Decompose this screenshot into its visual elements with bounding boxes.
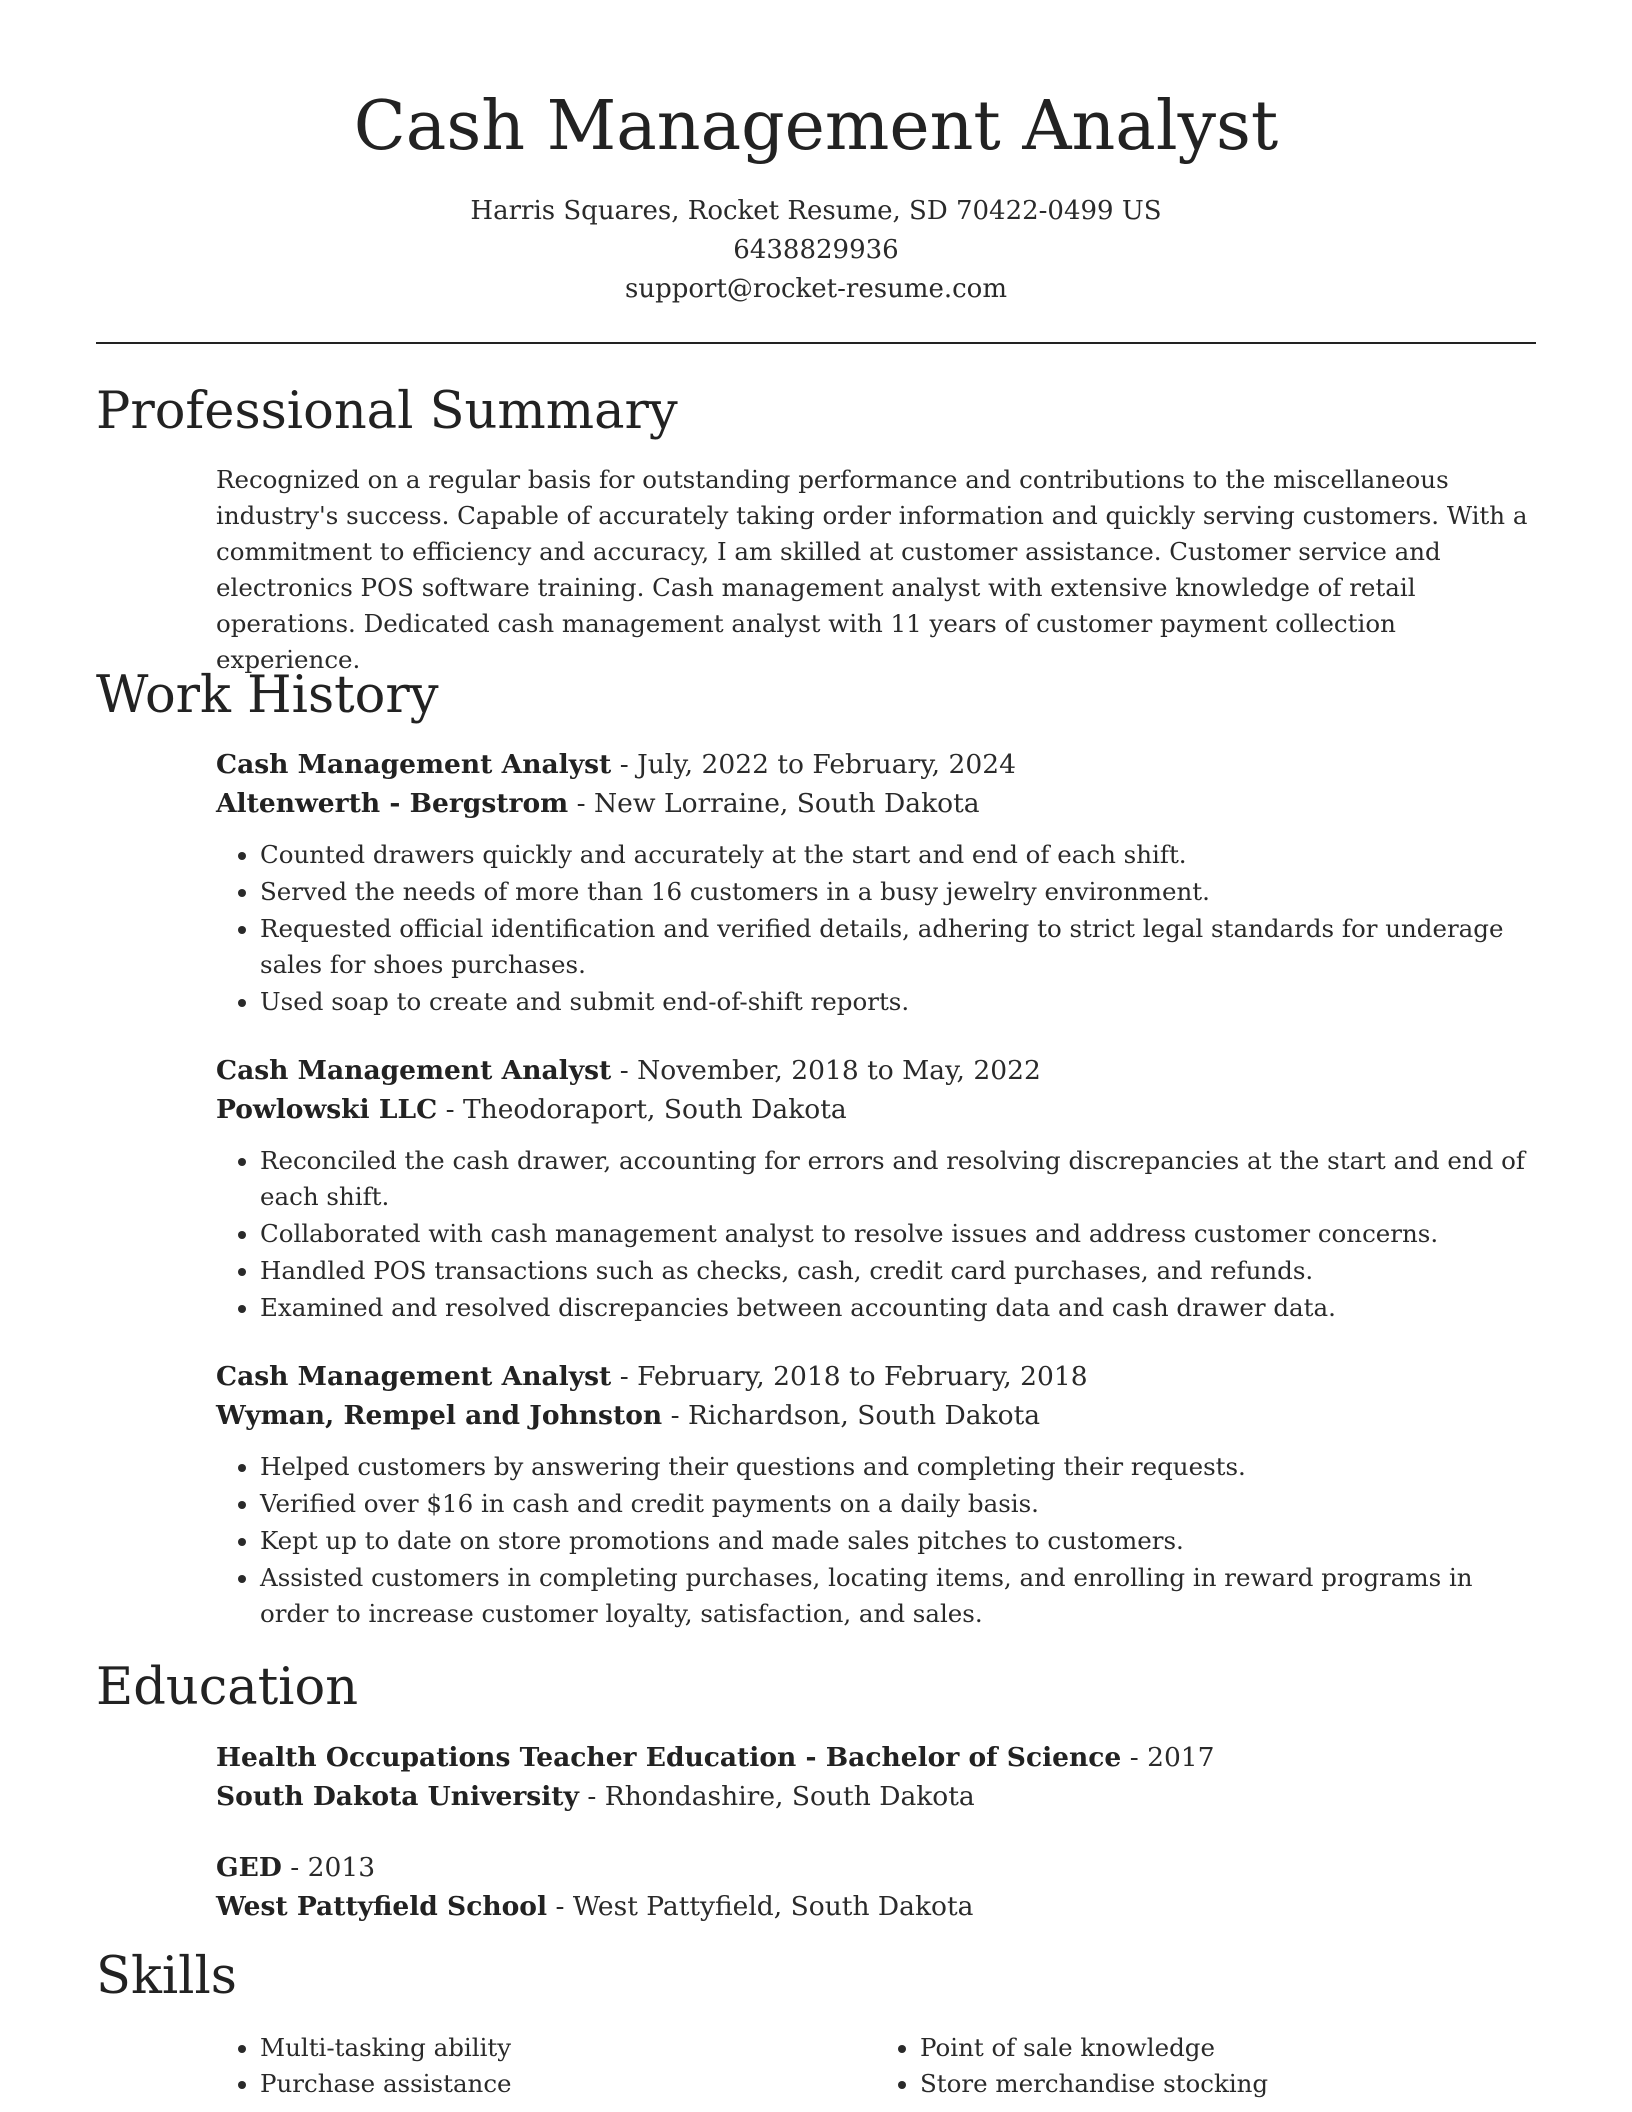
skills-heading: Skills bbox=[96, 1947, 237, 2006]
job-dates: - February, 2018 to February, 2018 bbox=[611, 1361, 1088, 1392]
skills-list bbox=[216, 2030, 1536, 2102]
job-dates: - November, 2018 to May, 2022 bbox=[611, 1055, 1041, 1086]
list-item: • Assisted customers in completing purchases, locating items, and enrolling in reward programs in order to increase customer loyalty, satisfaction, and sales. bbox=[260, 1560, 1536, 1632]
job-title: Cash Management Analyst bbox=[216, 1055, 612, 1086]
job-bullets bbox=[216, 837, 1536, 1020]
list-item: • Examined and resolved discrepancies between accounting data and cash drawer data. bbox=[260, 1290, 1536, 1326]
list-item: • Collaborated with cash management analyst to resolve issues and address customer concerns. bbox=[260, 1216, 1536, 1252]
job-title-line bbox=[216, 1357, 1536, 1397]
skills-column-left bbox=[216, 2030, 876, 2102]
company-name: Altenwerth - Bergstrom bbox=[216, 788, 569, 819]
school-line bbox=[216, 1888, 1536, 1926]
company-name: Wyman, Rempel and Johnston bbox=[216, 1400, 663, 1431]
school-name: West Pattyfield School bbox=[216, 1891, 548, 1922]
skills-column-right bbox=[876, 2030, 1536, 2102]
job-title: Cash Management Analyst bbox=[216, 749, 612, 780]
company-name: Powlowski LLC bbox=[216, 1094, 438, 1125]
education-heading: Education bbox=[96, 1658, 359, 1717]
job-bullets bbox=[216, 1449, 1536, 1632]
job-company-line bbox=[216, 1091, 1536, 1129]
list-item: • Used soap to create and submit end-of-shift reports. bbox=[260, 984, 1536, 1020]
resume-header bbox=[0, 0, 1632, 309]
job-title: Cash Management Analyst bbox=[216, 1361, 612, 1392]
address: Harris Squares, Rocket Resume, SD 70422-0499 US bbox=[470, 196, 1162, 226]
graduation-year: - 2013 bbox=[281, 1852, 376, 1883]
list-item: • Reconciled the cash drawer, accounting for errors and resolving discrepancies at the start and end of each shift. bbox=[260, 1143, 1536, 1215]
job-location: - Theodoraport, South Dakota bbox=[437, 1094, 847, 1125]
job-location: - New Lorraine, South Dakota bbox=[568, 788, 980, 819]
graduation-year: - 2017 bbox=[1121, 1742, 1215, 1773]
summary-heading: Professional Summary bbox=[96, 382, 678, 441]
school-location: - Rhondashire, South Dakota bbox=[578, 1781, 975, 1812]
header-divider bbox=[96, 342, 1536, 344]
list-item: • Point of sale knowledge bbox=[920, 2030, 1536, 2066]
job-company-line bbox=[216, 1397, 1536, 1435]
list-item: • Served the needs of more than 16 customers in a busy jewelry environment. bbox=[260, 874, 1536, 910]
degree: GED bbox=[216, 1852, 282, 1883]
degree-line bbox=[216, 1738, 1536, 1778]
list-item: • Verified over $16 in cash and credit payments on a daily basis. bbox=[260, 1486, 1536, 1522]
work-history-heading: Work History bbox=[96, 666, 439, 725]
list-item: • Helped customers by answering their questions and completing their requests. bbox=[260, 1449, 1536, 1485]
job-dates: - July, 2022 to February, 2024 bbox=[611, 749, 1016, 780]
list-item: • Requested official identification and verified details, adhering to strict legal standards for underage sales for shoes purchases. bbox=[260, 911, 1536, 983]
list-item: • Multi-tasking ability bbox=[260, 2030, 876, 2066]
job-bullets bbox=[216, 1143, 1536, 1326]
degree-line bbox=[216, 1848, 1536, 1888]
list-item: • Kept up to date on store promotions and made sales pitches to customers. bbox=[260, 1523, 1536, 1559]
school-name: South Dakota University bbox=[216, 1781, 579, 1812]
list-item: • Store merchandise stocking bbox=[920, 2066, 1536, 2102]
job-company-line bbox=[216, 785, 1536, 823]
school-location: - West Pattyfield, South Dakota bbox=[547, 1891, 974, 1922]
phone: 6438829936 bbox=[733, 235, 899, 265]
job-entry bbox=[216, 745, 1536, 1021]
summary-text: Recognized on a regular basis for outstanding performance and contributions to the miscellaneous industry's success. Capable of accurately taking order information and quickly serving customers. With a commitment to efficiency and accuracy, I am skilled at customer assistance. Customer service and electronics POS software training. Cash management analyst with extensive knowledge of retail operations. Dedicated cash management analyst with 11 years of customer payment collection experience. bbox=[216, 465, 1528, 674]
email[interactable]: support@rocket-resume.com bbox=[624, 274, 1007, 304]
job-location: - Richardson, South Dakota bbox=[662, 1400, 1041, 1431]
candidate-name: Cash Management Analyst bbox=[353, 87, 1279, 166]
list-item: • Purchase assistance bbox=[260, 2066, 876, 2102]
education-entry bbox=[216, 1848, 1536, 1926]
job-title-line bbox=[216, 745, 1536, 785]
job-title-line bbox=[216, 1051, 1536, 1091]
education-entry bbox=[216, 1738, 1536, 1816]
job-entry bbox=[216, 1357, 1536, 1633]
contact-info bbox=[0, 192, 1632, 309]
list-item: • Handled POS transactions such as checks, cash, credit card purchases, and refunds. bbox=[260, 1253, 1536, 1289]
summary-section bbox=[216, 462, 1536, 678]
degree: Health Occupations Teacher Education - Bachelor of Science bbox=[216, 1742, 1122, 1773]
school-line bbox=[216, 1778, 1536, 1816]
job-entry bbox=[216, 1051, 1536, 1327]
list-item: • Counted drawers quickly and accurately at the start and end of each shift. bbox=[260, 837, 1536, 873]
